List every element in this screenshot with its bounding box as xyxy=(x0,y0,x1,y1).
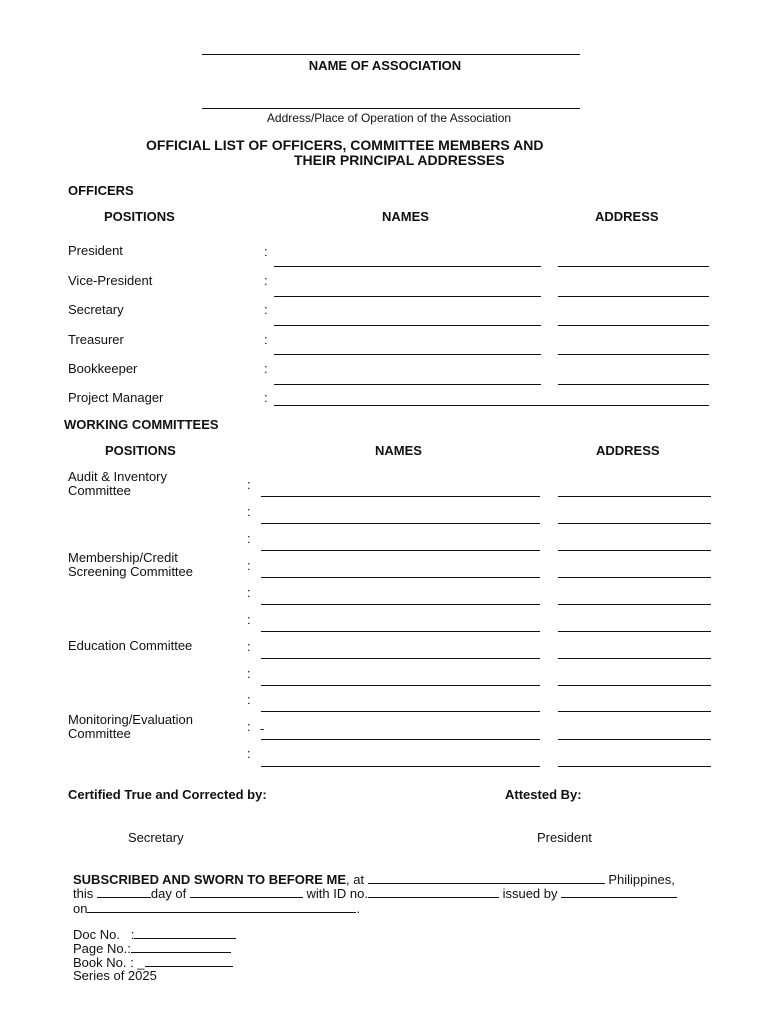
attested-label: Attested By: xyxy=(505,787,582,802)
association-name-line[interactable] xyxy=(202,54,580,55)
committees-col-names: NAMES xyxy=(375,443,422,458)
committee-colon: : xyxy=(247,558,251,573)
officer-address-field-bookkeeper[interactable] xyxy=(558,384,709,385)
committee-address-field[interactable] xyxy=(558,577,711,578)
officer-position-secretary: Secretary xyxy=(68,302,124,317)
officer-colon: : xyxy=(264,390,268,405)
oath-subscribed: SUBSCRIBED AND SWORN TO BEFORE ME xyxy=(73,872,347,887)
committees-section-title: WORKING COMMITTEES xyxy=(64,417,219,432)
oath-philippines: Philippines, xyxy=(608,872,675,887)
association-name-label: NAME OF ASSOCIATION xyxy=(308,58,462,73)
officer-name-field-bookkeeper[interactable] xyxy=(274,384,541,385)
oath-issued-by: issued by xyxy=(502,886,558,901)
officer-address-field-vice-president[interactable] xyxy=(558,296,709,297)
oath-id-field[interactable] xyxy=(368,885,499,898)
committee-colon: : xyxy=(247,477,251,492)
officer-colon: : xyxy=(264,273,268,288)
notary-page-no-field[interactable] xyxy=(131,940,231,953)
committee-colon: : xyxy=(247,639,251,654)
committees-col-address: ADDRESS xyxy=(596,443,660,458)
committee-colon: : xyxy=(247,746,251,761)
officer-name-address-field-project-manager[interactable] xyxy=(274,405,709,406)
officer-name-field-president[interactable] xyxy=(274,266,541,267)
committees-col-positions: POSITIONS xyxy=(105,443,176,458)
committee-name-field[interactable] xyxy=(261,685,540,686)
oath-day-of: day of xyxy=(150,886,187,901)
officers-col-positions: POSITIONS xyxy=(104,209,175,224)
committee-address-field[interactable] xyxy=(558,550,711,551)
officer-colon: : xyxy=(264,244,268,259)
committee-address-field[interactable] xyxy=(558,685,711,686)
committee-label-monitoring: Monitoring/Evaluation Committee xyxy=(68,712,194,741)
notary-book-no-field[interactable] xyxy=(145,954,233,967)
officer-name-field-vice-president[interactable] xyxy=(274,296,541,297)
committee-name-field[interactable] xyxy=(261,550,540,551)
committee-colon: : xyxy=(247,666,251,681)
officer-position-bookkeeper: Bookkeeper xyxy=(68,361,138,376)
committee-colon: : xyxy=(247,692,251,707)
committee-address-field[interactable] xyxy=(558,523,711,524)
committee-address-field[interactable] xyxy=(558,739,711,740)
committee-colon: : xyxy=(247,612,251,627)
committee-colon: : xyxy=(247,585,251,600)
committee-label-education: Education Committee xyxy=(68,638,193,653)
notary-doc-no-label: Doc No. : xyxy=(73,927,135,942)
committee-address-field[interactable] xyxy=(558,631,711,632)
notary-page-no-label: Page No.: xyxy=(73,941,131,956)
oath-month-field[interactable] xyxy=(190,885,303,898)
document-title-line1: OFFICIAL LIST OF OFFICERS, COMMITTEE MEMBERS AND xyxy=(146,137,544,153)
notary-book-no-label: Book No. : _ xyxy=(73,955,145,970)
association-address-line[interactable] xyxy=(202,108,580,109)
oath-period: . xyxy=(356,901,361,916)
oath-issuer-field[interactable] xyxy=(561,885,677,898)
notary-series: Series of 2025 xyxy=(73,968,157,983)
committee-colon: : xyxy=(247,719,251,734)
oath-day-field[interactable] xyxy=(97,885,151,898)
committee-colon: : xyxy=(247,504,251,519)
committee-name-field[interactable] xyxy=(261,766,540,767)
committee-label-membership: Membership/Credit Screening Committee xyxy=(68,550,193,579)
committee-address-field[interactable] xyxy=(558,604,711,605)
committee-address-field[interactable] xyxy=(558,711,711,712)
officer-address-field-treasurer[interactable] xyxy=(558,354,709,355)
association-address-label: Address/Place of Operation of the Association xyxy=(266,111,512,125)
officer-colon: : xyxy=(264,302,268,317)
oath-this: this xyxy=(73,886,94,901)
officer-name-field-secretary[interactable] xyxy=(274,325,541,326)
committee-name-field[interactable] xyxy=(261,496,540,497)
officer-address-field-president[interactable] xyxy=(558,266,709,267)
officers-section-title: OFFICERS xyxy=(68,183,134,198)
committee-name-field[interactable] xyxy=(261,523,540,524)
officer-position-president: President xyxy=(68,243,123,258)
oath-on: on xyxy=(73,901,88,916)
oath-with-id: with ID no. xyxy=(306,886,368,901)
oath-at: , at xyxy=(346,872,365,887)
officer-colon: : xyxy=(264,361,268,376)
committee-address-field[interactable] xyxy=(558,658,711,659)
committee-name-field[interactable] xyxy=(261,631,540,632)
officers-col-names: NAMES xyxy=(382,209,429,224)
committee-address-field[interactable] xyxy=(558,766,711,767)
committee-address-field[interactable] xyxy=(558,496,711,497)
notary-doc-no-field[interactable] xyxy=(134,926,236,939)
oath-date-field[interactable] xyxy=(87,900,356,913)
document-title-line2: THEIR PRINCIPAL ADDRESSES xyxy=(294,152,505,168)
officer-position-vice-president: Vice-President xyxy=(68,273,153,288)
committee-name-field[interactable] xyxy=(261,739,540,740)
oath-line2 xyxy=(73,885,677,901)
officer-position-project-manager: Project Manager xyxy=(68,390,164,405)
oath-line3 xyxy=(73,900,360,916)
oath-place-field[interactable] xyxy=(368,871,605,884)
committee-name-field[interactable] xyxy=(261,658,540,659)
officer-name-field-treasurer[interactable] xyxy=(274,354,541,355)
committee-name-field[interactable] xyxy=(261,711,540,712)
officer-address-field-secretary[interactable] xyxy=(558,325,709,326)
committee-name-field[interactable] xyxy=(261,604,540,605)
president-signatory: President xyxy=(537,830,592,845)
certified-label: Certified True and Corrected by: xyxy=(68,787,267,802)
committee-name-field[interactable] xyxy=(261,577,540,578)
officer-position-treasurer: Treasurer xyxy=(68,332,124,347)
officer-colon: : xyxy=(264,332,268,347)
committee-label-audit: Audit & Inventory Committee xyxy=(68,469,167,498)
officers-col-address: ADDRESS xyxy=(595,209,659,224)
secretary-signatory: Secretary xyxy=(128,830,184,845)
committee-colon: : xyxy=(247,531,251,546)
committee-dash-mark: - xyxy=(260,721,265,736)
